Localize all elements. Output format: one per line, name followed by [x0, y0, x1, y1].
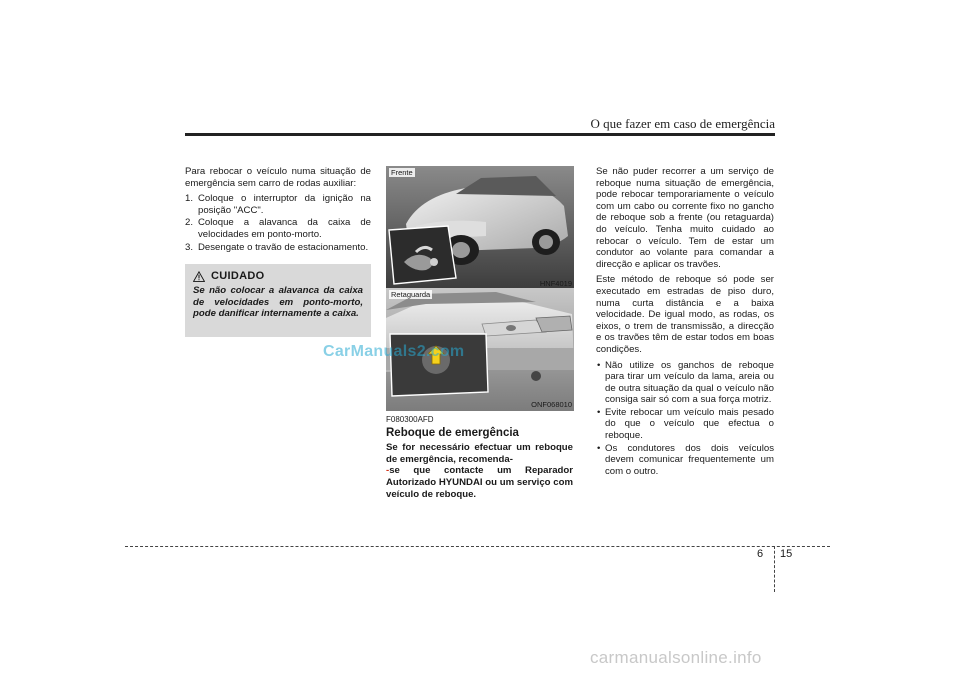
caution-title: CUIDADO: [211, 270, 265, 282]
rear-label: Retaguarda: [391, 290, 431, 299]
header-rule: [185, 133, 775, 136]
rear-figure-code: ONF068010: [531, 400, 572, 409]
step-text: Coloque o interruptor da ignição na posição "ACC".: [198, 193, 371, 216]
section-title: Reboque de emergência: [386, 426, 519, 439]
step-item: [185, 217, 371, 240]
bullet-text: Evite rebocar um veículo mais pesado do que o veículo que efectua o reboque.: [605, 406, 774, 442]
bullet-item: [596, 407, 774, 442]
bullet-text: Os condutores dos dois veículos devem comunicar frequentemente um com o outro.: [605, 442, 774, 477]
front-car-illustration: [386, 166, 574, 290]
step-item: [185, 242, 371, 254]
caution-box: [185, 264, 371, 337]
emergency-tow-section: [386, 414, 573, 504]
bullet-icon: •: [597, 442, 601, 454]
right-paragraph-2: Este método de reboque só pode ser executado em estradas de piso duro, numa curta distância e a baixa velocidade. De igual modo, as rodas, os eixos, o trem de transmissão, a direcção e os travões têm de estar todos em boas condições.: [596, 274, 774, 355]
page-number: 15: [780, 548, 793, 560]
step-number: 2.: [185, 217, 194, 229]
bullet-text: Não utilize os ganchos de reboque para tirar um veículo da lama, areia ou de outra situação da qual o veículo não consiga sair só com a sua força motriz.: [605, 359, 774, 406]
page-header-title: O que fazer em caso de emergência: [590, 116, 775, 131]
front-label: Frente: [391, 168, 413, 177]
caution-text: Se não colocar a alavanca da caixa de velocidades em ponto-morto, pode danificar internamente a caixa.: [193, 285, 363, 320]
step-item: [185, 193, 371, 216]
footer-divider: [774, 546, 775, 592]
step-number: 3.: [185, 241, 194, 253]
front-tow-hook-figure: [386, 166, 574, 290]
intro-text: Para rebocar o veículo numa situação de emergência sem carro de rodas auxiliar:: [185, 166, 371, 189]
warning-icon: [193, 271, 205, 282]
intro-column: [185, 166, 371, 254]
right-paragraph-1: Se não puder recorrer a um serviço de reboque numa situação de emergência, pode rebocar temporariamente o veículo com um cabo ou corrente fixo no gancho de reboque sob a frente (ou retaguarda) do veículo. Tenha muito cuidado ao rebocar o veículo. Tem de estar um condutor ao volante para comandar a direcção e aplicar os travões.: [596, 166, 774, 270]
tow-instructions-column: [596, 166, 774, 478]
step-text: Coloque a alavanca da caixa de velocidades em ponto-morto.: [198, 217, 371, 240]
section-text-part2: se que contacte um Reparador Autorizado HYUNDAI ou um serviço com veículo de reboque.: [386, 465, 573, 500]
page-chapter-number: 6: [757, 548, 764, 560]
steps-list: [185, 193, 371, 253]
bullet-icon: •: [597, 359, 601, 371]
section-code: F080300AFD: [386, 415, 434, 424]
section-text-part1: Se for necessário efectuar um reboque de emergência, recomenda-: [386, 442, 573, 465]
step-number: 1.: [185, 193, 194, 205]
caution-header: [193, 270, 363, 282]
section-bold-text: [386, 442, 573, 500]
warnings-list: [596, 360, 774, 478]
footer-rule: [125, 546, 830, 547]
bullet-item: [596, 360, 774, 406]
bullet-icon: •: [597, 406, 601, 418]
hyphen-mark: -: [386, 465, 390, 477]
site-watermark: carmanualsonline.info: [590, 648, 762, 667]
bullet-item: [596, 443, 774, 478]
carmanuals-watermark: CarManuals2.com: [323, 343, 465, 360]
front-figure-code: HNF4019: [539, 279, 572, 288]
step-text: Desengate o travão de estacionamento.: [198, 241, 369, 253]
